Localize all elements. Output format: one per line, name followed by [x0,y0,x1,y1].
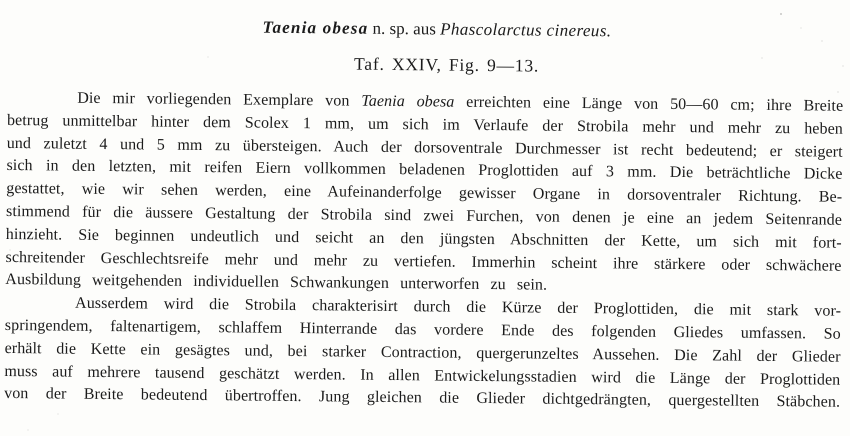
paragraph2-line3: erhält die Kette ein gesägtes und, bei starker Contraction, quergerunzeltes Aussehen. Die Zahl der Glieder [4,339,841,366]
paragraph1-line2: betrug unmittelbar hinter dem Scolex 1 mm, um sich im Verlaufe der Strobila mehr und mehr zu heben [6,111,844,138]
paragraph1-line8: schreitender Geschlechtsreife mehr und mehr zu vertiefen. Immerhin scheint ihre stärkere oder schwächere [5,248,842,275]
paragraph1-line4: sich in den letzten, mit reifen Eiern vollkommen beladenen Proglottiden auf 3 mm. Die beträchtliche Dicke [6,157,843,184]
paragraph1-line5: gestattet, wie wir sehen werden, eine Aufeinanderfolge gewisser Organe in dorsoventraler Richtung. Be- [6,180,843,206]
body-text [4,87,843,415]
line1-species-italic: Taenia obesa [361,92,455,111]
paragraph1-line6: stimmend für die äussere Gestaltung der Strobila sind zwei Furchen, von denen je eine an jedem Seitenrande [5,202,843,229]
line1-text-pre: Die mir vorliegenden Exemplare von [77,89,362,110]
paragraph2-line4: muss auf mehrere tausend geschätzt werden. In allen Entwickelungsstadien wird die Länge der Proglottiden [4,362,841,389]
title-connector: n. sp. aus [368,18,441,39]
line1-text-post: erreichten eine Länge von 50—60 cm; ihre Breite [454,93,844,115]
scan-content [0,15,850,415]
host-species-name: Phascolarctus cinereus. [440,19,612,41]
paragraph2-line5: von der Breite bedeutend übertroffen. Jung gleichen die Glieder dichtgedrängten, quergestellten Stäbchen. [4,385,841,412]
paragraph2-line2: springendem, faltenartigem, schlaffem Hinterrande das vordere Ende des folgenden Gliedes umfassen. So [4,316,841,343]
paragraph2-line1: Ausserdem wird die Strobila charakterisirt durch die Kürze der Proglottiden, die mit stark vor- [74,294,842,320]
species-name: Taenia obesa [262,17,369,38]
document-title [12,15,850,44]
paragraph1-line3: und zuletzt 4 und 5 mm zu übersteigen. Auch der dorsoventrale Durchmesser ist recht bedeutend; er steigert [6,134,843,161]
plate-figure-reference: Taf. XXIV, Fig. 9—13. [353,53,540,76]
paragraph1-line7: hinzieht. Sie beginnen undeutlich und seicht an den jüngsten Abschnitten der Kette, um sich mit fort- [5,225,842,252]
paragraph1-line9: Ausbildung weitgehenden individuellen Schwankungen unterworfen zu sein. [5,271,548,295]
